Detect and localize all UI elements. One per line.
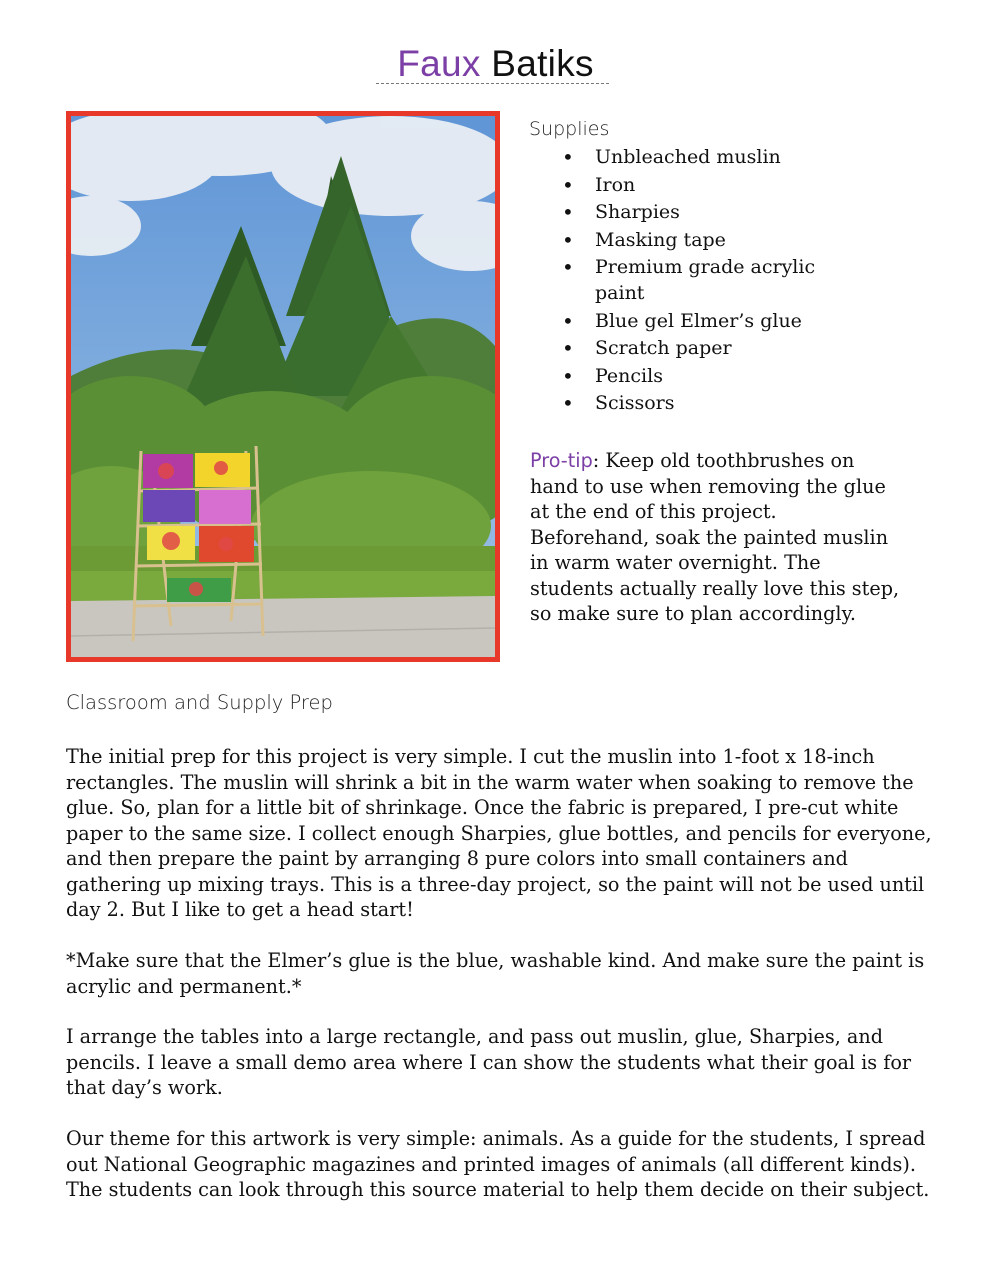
- title-word-faux: Faux: [397, 43, 481, 84]
- prep-paragraph-1: The initial prep for this project is very simple. I cut the muslin into 1-foot x 18-inch rectangles. The muslin will shrink a bit in the warm water when soaking to remove the glue. So, plan for a little bit of shrinkage. Once the fabric is prepared, I pre-cut white paper to the same size. I collect enough Sharpies, glue bottles, and pencils for everyone, and then prepare the paint by arranging 8 pure colors into small containers and gathering up mixing trays. This is a three-day project, so the paint will not be used until day 2. But I like to get a head start!: [66, 745, 932, 921]
- title-dashed-underline: [376, 83, 609, 84]
- list-item: • Scissors: [560, 390, 860, 416]
- pro-tip: [530, 448, 900, 627]
- list-item: • Blue gel Elmer’s glue: [560, 308, 860, 334]
- pro-tip-label: Pro-tip: [530, 449, 593, 472]
- prep-paragraph-4: Our theme for this artwork is very simple: animals. As a guide for the students, I spread out National Geographic magazines and printed images of animals (all different kinds). The students can look through this source material to help them decide on their subject.: [66, 1127, 930, 1201]
- photo-illustration: [71, 116, 495, 657]
- list-item: • Sharpies: [560, 199, 860, 225]
- page-title: [0, 40, 991, 88]
- section-heading-prep: Classroom and Supply Prep: [66, 691, 333, 714]
- pro-tip-text: : Keep old toothbrushes on hand to use when removing the glue at the end of this project. Beforehand, soak the painted muslin in warm water overnight. The students actually really love this step, so make sure to plan accordingly.: [530, 449, 900, 625]
- list-item: • Masking tape: [560, 227, 860, 253]
- list-item: • Iron: [560, 172, 860, 198]
- prep-paragraph-3: I arrange the tables into a large rectangle, and pass out muslin, glue, Sharpies, and pencils. I leave a small demo area where I can show the students what their goal is for that day’s work.: [66, 1025, 912, 1099]
- list-item: • Unbleached muslin: [560, 144, 860, 170]
- title-word-batiks: Batiks: [491, 43, 594, 84]
- list-item: • Scratch paper: [560, 335, 860, 361]
- supplies-heading: Supplies: [529, 118, 610, 140]
- list-item: • Premium grade acrylic paint: [560, 254, 860, 306]
- prep-paragraph-2: *Make sure that the Elmer’s glue is the blue, washable kind. And make sure the paint is acrylic and permanent.*: [66, 949, 925, 998]
- list-item: • Pencils: [560, 363, 860, 389]
- drying-rack-photo: [66, 111, 500, 662]
- supplies-list: [560, 144, 860, 418]
